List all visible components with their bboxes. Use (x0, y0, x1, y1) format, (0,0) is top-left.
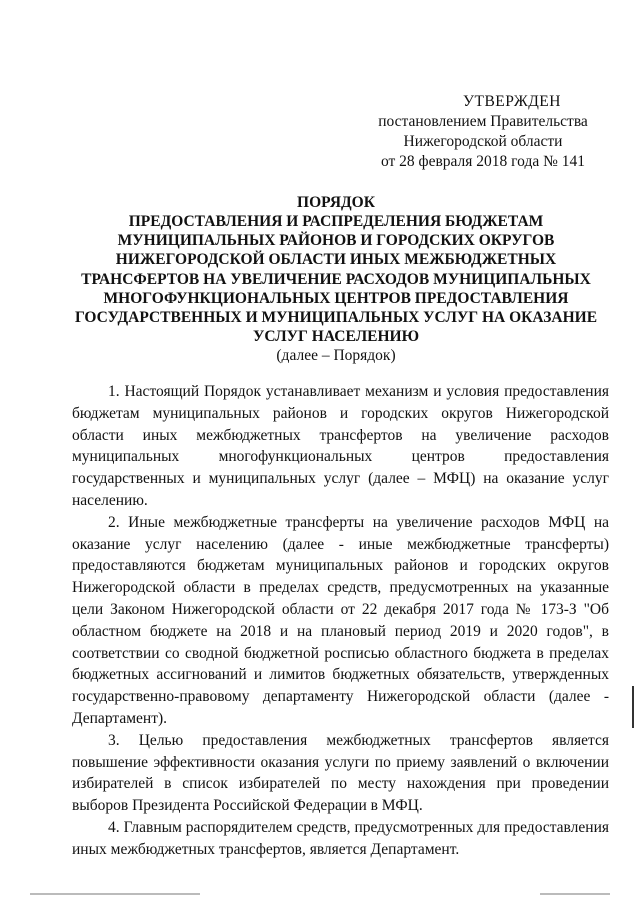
approval-line-2: Нижегородской области (403, 133, 563, 150)
approval-line-3: от 28 февраля 2018 года № 141 (380, 153, 586, 170)
title-line: МНОГОФУНКЦИОНАЛЬНЫХ ЦЕНТРОВ ПРЕДОСТАВЛЕНИЯ (103, 289, 569, 307)
document-title-block (70, 193, 602, 366)
document-title-lines (70, 212, 602, 346)
document-subtitle: (далее – Порядок) (276, 347, 396, 365)
scan-edge-mark (632, 686, 634, 728)
approval-line-1: постановлением Правительства (378, 113, 588, 130)
scan-bottom-mark (540, 893, 610, 895)
paragraph-3: 3. Целью предоставления межбюджетных трансфертов является повышение эффективности оказания услуги по приему заявлений о включении избирателей в список избирателей по месту нахождения при проведении выборов Президента Российской Федерации в МФЦ. (72, 731, 609, 815)
document-title: ПОРЯДОК (297, 194, 375, 211)
paragraph-1: 1. Настоящий Порядок устанавливает механизм и условия предоставления бюджетам муниципальных районов и городских округов Нижегородской области иных межбюджетных трансфертов на увеличение расходов муниципальных многофункциональных центров предоставления государственных и муниципальных услуг (далее – МФЦ) на оказание услуг населению. (72, 383, 609, 509)
approval-stamp-block (358, 92, 608, 172)
paragraph-2: 2. Иные межбюджетные трансферты на увеличение расходов МФЦ на оказание услуг населению (далее - иные межбюджетные трансферты) предоставляются бюджетам муниципальных районов и городских округов Нижегородской области в пределах средств, предусмотренных на указанные цели Законом Нижегородской области от 22 декабря 2017 года № 173-З "Об областном бюджете на 2018 и на плановый период 2019 и 2020 годов", в соответствии со сводной бюджетной росписью областного бюджета в пределах бюджетных ассигнований и лимитов бюджетных обязательств, утвержденных государственно-правовому департаменту Нижегородской области (далее - Департамент). (72, 513, 609, 727)
title-line: УСЛУГ НАСЕЛЕНИЮ (252, 328, 420, 346)
title-line: НИЖЕГОРОДСКОЙ ОБЛАСТИ ИНЫХ МЕЖБЮДЖЕТНЫХ (115, 251, 557, 269)
title-line: ГОСУДАРСТВЕННЫХ И МУНИЦИПАЛЬНЫХ УСЛУГ НА ОКАЗАНИЕ (74, 309, 598, 327)
title-line: ПРЕДОСТАВЛЕНИЯ И РАСПРЕДЕЛЕНИЯ БЮДЖЕТАМ (128, 213, 544, 230)
title-line: ТРАНСФЕРТОВ НА УВЕЛИЧЕНИЕ РАСХОДОВ МУНИЦИПАЛЬНЫХ (81, 270, 591, 288)
paragraph-4: 4. Главным распорядителем средств, предусмотренных для предоставления иных межбюджетных трансфертов, является Департамент. (72, 818, 609, 858)
approved-label: УТВЕРЖДЕН (463, 93, 561, 110)
document-body (72, 381, 609, 861)
title-line: МУНИЦИПАЛЬНЫХ РАЙОНОВ И ГОРОДСКИХ ОКРУГОВ (117, 232, 555, 250)
scan-bottom-mark (30, 893, 200, 895)
